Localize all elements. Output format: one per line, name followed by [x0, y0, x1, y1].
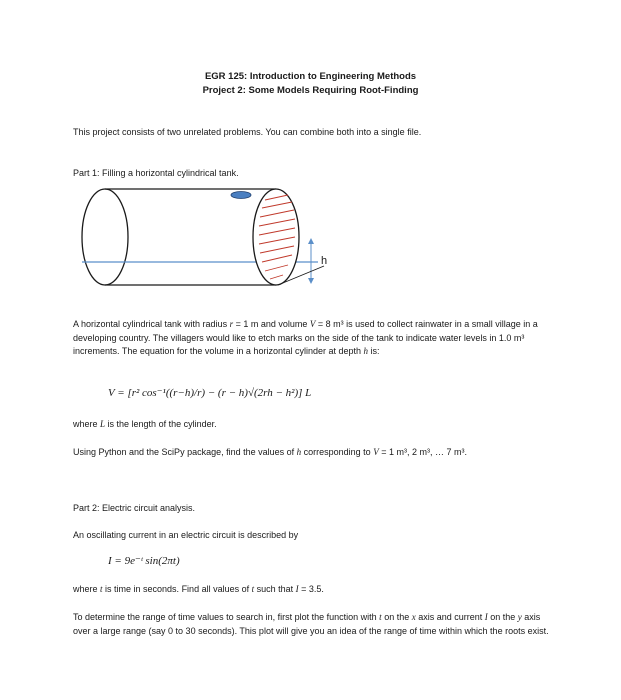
depth-arrow-down-icon — [308, 278, 314, 284]
current-equation: I = 9e⁻ᵗ sin(2πt) — [108, 555, 180, 567]
document-title-line2: Project 2: Some Models Requiring Root-Finding — [202, 85, 419, 96]
tank-description: A horizontal cylindrical tank with radius r = 1 m and volume V = 8 m³ is used to collect rainwater in a small village in a developing country. The villagers would like to etch marks on the side of the tank to indicate water levels in 1.0 m³ increments. The equation for the volume in a horizontal cylinder at depth h is: — [73, 319, 538, 356]
document-title-line1: EGR 125: Introduction to Engineering Methods — [204, 71, 417, 82]
range-instructions: To determine the range of time values to search in, first plot the function with t on the x axis and current I on the y axis over a large range (say 0 to 30 seconds). This plot will give you an idea of the range of time within which the roots exist. — [73, 612, 549, 636]
part2-heading: Part 2: Electric circuit analysis. — [73, 503, 196, 513]
circuit-intro: An oscillating current in an electric circuit is described by — [73, 530, 299, 540]
tank-right-end — [253, 189, 299, 285]
depth-arrow-up-icon — [308, 238, 314, 244]
tank-left-end — [82, 189, 128, 285]
part1-heading: Part 1: Filling a horizontal cylindrical tank. — [73, 168, 239, 178]
intro-text: This project consists of two unrelated problems. You can combine both into a single file. — [73, 127, 422, 137]
tank-figure — [78, 186, 338, 296]
time-definition: where t is time in seconds. Find all values of t such that I = 3.5. — [73, 584, 324, 594]
inlet-icon — [231, 192, 251, 199]
length-definition: where L is the length of the cylinder. — [73, 419, 217, 429]
volume-equation: V = [r² cos⁻¹((r−h)/r) − (r − h)√(2rh − h²)] L — [108, 387, 312, 399]
depth-label: h — [321, 255, 328, 267]
python-task: Using Python and the SciPy package, find the values of h corresponding to V = 1 m³, 2 m³, … 7 m³. — [73, 447, 467, 457]
